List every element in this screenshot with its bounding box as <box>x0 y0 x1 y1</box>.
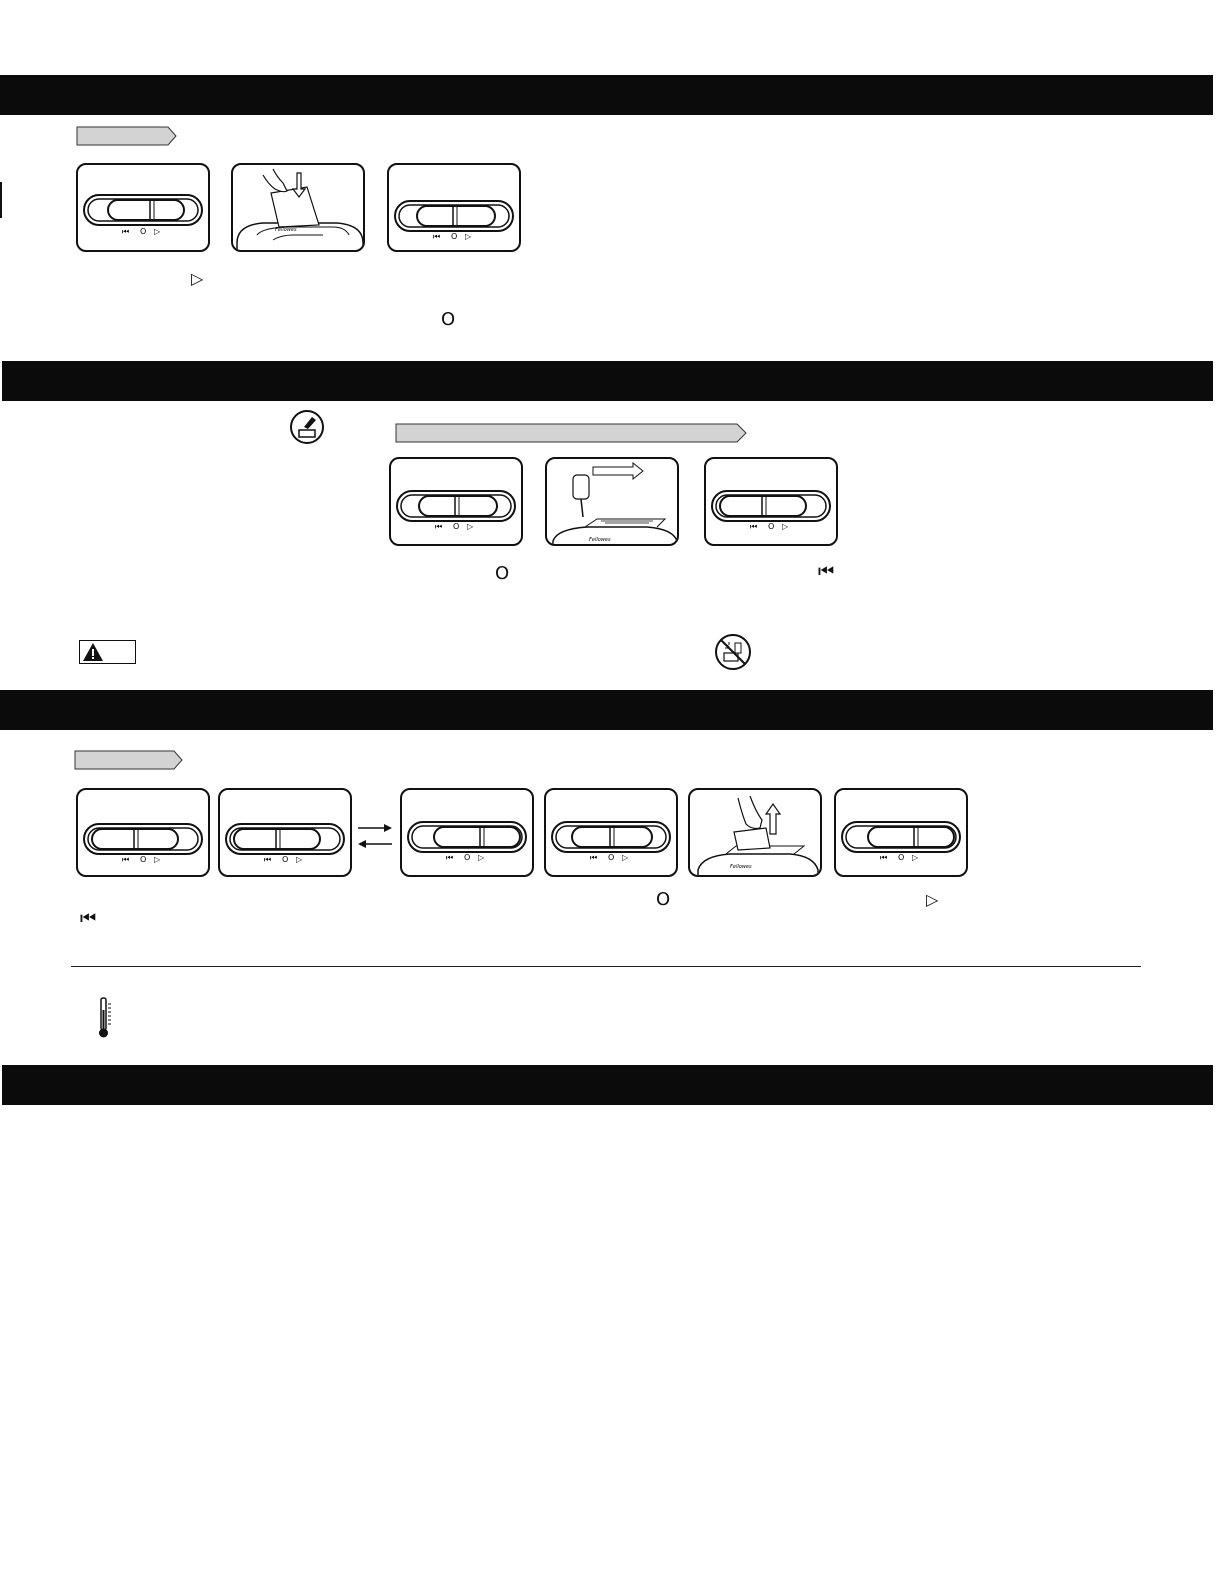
off-symbol: O <box>441 309 456 330</box>
step-tag-shredding <box>76 126 178 146</box>
svg-text:⏮: ⏮ <box>122 855 130 864</box>
switch-panel-forward <box>76 163 210 252</box>
svg-text:O: O <box>608 853 615 862</box>
svg-text:⏮: ⏮ <box>122 227 130 236</box>
svg-text:▷: ▷ <box>154 227 161 236</box>
thermometer-icon <box>96 996 116 1040</box>
reverse-symbol-jam: ⏮ <box>80 908 97 929</box>
svg-text:O: O <box>453 522 460 531</box>
switch-panel-off <box>387 163 521 252</box>
svg-text:⏮: ⏮ <box>446 853 454 862</box>
svg-text:▷: ▷ <box>782 522 789 531</box>
divider-line <box>71 966 1141 967</box>
oil-can-icon <box>288 409 326 445</box>
off-symbol-jam: O <box>656 889 671 910</box>
switch-panel-jam-2 <box>218 788 352 877</box>
forward-symbol-jam: ▷ <box>926 890 939 909</box>
svg-text:O: O <box>451 232 458 241</box>
svg-text:▷: ▷ <box>467 522 474 531</box>
section-bar-maintenance <box>2 361 1213 401</box>
svg-text:O: O <box>140 227 147 236</box>
section-bar-warranty <box>2 1065 1213 1105</box>
svg-text:Fellowes: Fellowes <box>730 864 752 870</box>
reverse-symbol-oil: ⏮ <box>818 561 835 582</box>
step-tag-oiling <box>395 423 749 443</box>
warning-label <box>79 640 136 664</box>
warning-triangle-icon <box>82 642 104 662</box>
svg-text:▷: ▷ <box>478 853 485 862</box>
switch-panel-jam-5 <box>834 788 968 877</box>
svg-text:▷: ▷ <box>296 855 303 864</box>
svg-text:⏮: ⏮ <box>750 522 758 531</box>
svg-text:O: O <box>282 855 289 864</box>
switch-panel-jam-4 <box>544 788 678 877</box>
svg-text:Fellowes: Fellowes <box>589 537 611 543</box>
no-aerosol-icon <box>713 633 753 671</box>
illustration-remove-paper <box>688 788 822 877</box>
svg-text:O: O <box>898 853 905 862</box>
section-bar-operation <box>0 75 1213 115</box>
svg-text:▷: ▷ <box>912 853 919 862</box>
svg-text:▷: ▷ <box>154 855 161 864</box>
switch-panel-jam-1 <box>76 788 210 877</box>
switch-panel-oil-off <box>389 457 523 546</box>
double-arrow-icon <box>356 820 394 850</box>
svg-text:O: O <box>464 853 471 862</box>
svg-text:▷: ▷ <box>622 853 629 862</box>
section-bar-troubleshooting <box>0 690 1213 730</box>
svg-text:Fellowes: Fellowes <box>275 227 297 233</box>
svg-text:⏮: ⏮ <box>435 522 443 531</box>
svg-text:⏮: ⏮ <box>433 232 441 241</box>
step-tag-jam <box>74 750 184 770</box>
svg-text:⏮: ⏮ <box>880 853 888 862</box>
forward-symbol: ▷ <box>191 269 204 288</box>
off-symbol-oil: O <box>495 563 510 584</box>
svg-text:O: O <box>768 522 775 531</box>
svg-text:⏮: ⏮ <box>264 855 272 864</box>
svg-text:O: O <box>140 855 147 864</box>
svg-text:⏮: ⏮ <box>590 853 598 862</box>
margin-mark <box>0 182 2 218</box>
illustration-feed-paper <box>231 163 365 252</box>
switch-panel-oil-reverse <box>704 457 838 546</box>
switch-panel-jam-3 <box>400 788 534 877</box>
illustration-apply-oil <box>545 457 679 546</box>
svg-text:▷: ▷ <box>465 232 472 241</box>
